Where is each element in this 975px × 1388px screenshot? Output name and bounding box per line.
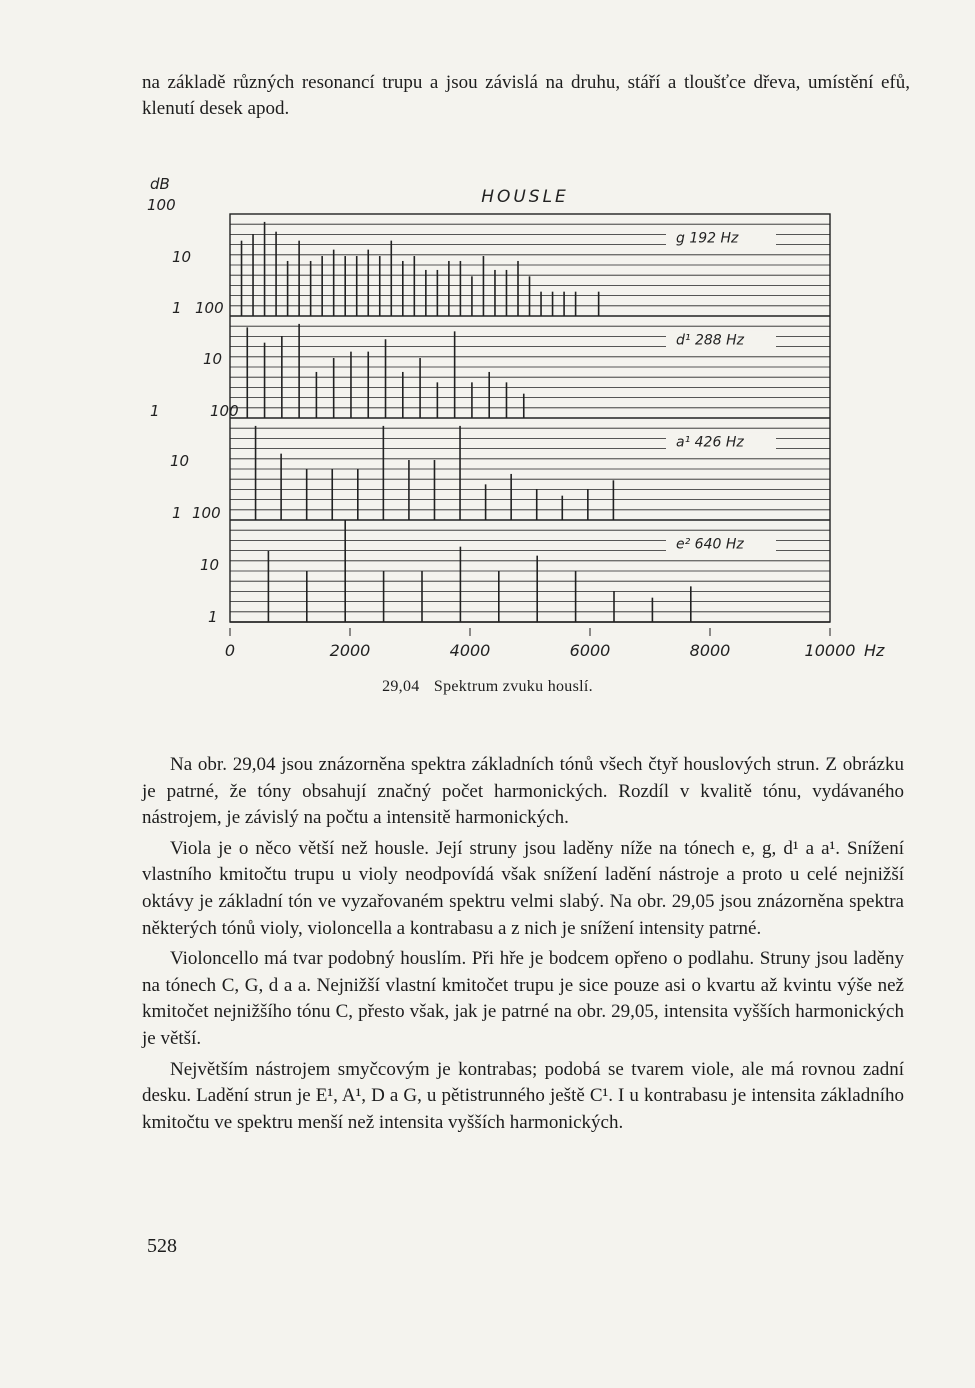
- y-tick-label: 100: [147, 196, 176, 214]
- series-label: d¹ 288 Hz: [676, 332, 744, 349]
- y-tick-label: 1: [150, 402, 160, 420]
- series-label: e² 640 Hz: [676, 536, 744, 553]
- y-tick-label: 1: [172, 504, 182, 522]
- paragraph: Na obr. 29,04 jsou znázorněna spektra základních tónů všech čtyř houslových strun. Z obrázku je patrné, že tóny obsahují značný počet harmonických. Rozdíl v kvalitě tónu, vydávaného nástrojem, je závislý na počtu a intensitě harmonických.: [142, 754, 904, 829]
- y-tick-label: 100: [195, 299, 224, 317]
- paragraph: Viola je o něco větší než housle. Její struny jsou laděny níže na tónech e, g, d¹ a a¹. Snížení vlastního kmitočtu trupu u violy neodpovídá však snížení ladění nástroje a proto u celé nejnižší oktávy je základní tón ve vyzařovaném spektru velmi slabý. Na obr. 29,05 jsou znázorněna spektra některých tónů violy, violoncella a kontrabasu a z nich je snížení intensity patrné.: [142, 837, 904, 939]
- paragraph: Největším nástrojem smyčcovým je kontrabas; podobá se tvarem viole, ale má rovnou zadní desku. Ladění strun je E¹, A¹, D a G, u pětistrunného ještě C¹. I u kontrabasu je intensita základního kmitočtu ve spektru menší než intensita vyšších harmonických.: [142, 1058, 904, 1133]
- y-tick-label: 100: [192, 504, 221, 522]
- x-unit-label: Hz: [864, 641, 885, 660]
- series-label: g 192 Hz: [676, 230, 739, 247]
- y-tick-label: 1: [208, 608, 218, 626]
- series-label: a¹ 426 Hz: [676, 434, 744, 451]
- x-tick-label: 8000: [689, 641, 731, 660]
- figure-caption: [0, 678, 975, 696]
- y-tick-label: 10: [172, 248, 192, 266]
- x-tick-label: 6000: [569, 641, 611, 660]
- y-tick-label: dB: [150, 175, 170, 193]
- x-tick-label: 2000: [329, 641, 371, 660]
- intro-paragraph: na základě různých resonancí trupu a jsou závislá na druhu, stáří a tloušťce dřeva, umístění efů, klenutí desek apod.: [142, 72, 910, 119]
- caption-number: 29,04: [382, 678, 420, 695]
- x-tick-label: 0: [224, 641, 236, 660]
- body-text: [142, 752, 904, 1140]
- x-tick-label: 10000: [804, 641, 856, 660]
- y-tick-label: 10: [170, 452, 190, 470]
- y-tick-label: 100: [210, 402, 239, 420]
- paragraph: Violoncello má tvar podobný houslím. Při hře je bodcem opřeno o podlahu. Struny jsou laděny na tónech C, G, d a a. Nejnižší vlastní kmitočet trupu je sice pouze asi o kvartu až kvintu výše než kmitočet nejnižšího tónu C, přesto však, jak je patrné na obr. 29,05, intensita vyšších harmonických je větší.: [142, 948, 904, 1049]
- x-tick-label: 4000: [449, 641, 491, 660]
- violin-spectrum-figure: [0, 170, 975, 670]
- caption-text: Spektrum zvuku houslí.: [433, 678, 593, 695]
- chart-title: HOUSLE: [481, 187, 569, 207]
- y-tick-label: 10: [203, 350, 223, 368]
- page-number: 528: [147, 1235, 177, 1257]
- y-tick-label: 1: [172, 299, 182, 317]
- chart-bars: [242, 222, 691, 622]
- y-tick-label: 10: [200, 556, 220, 574]
